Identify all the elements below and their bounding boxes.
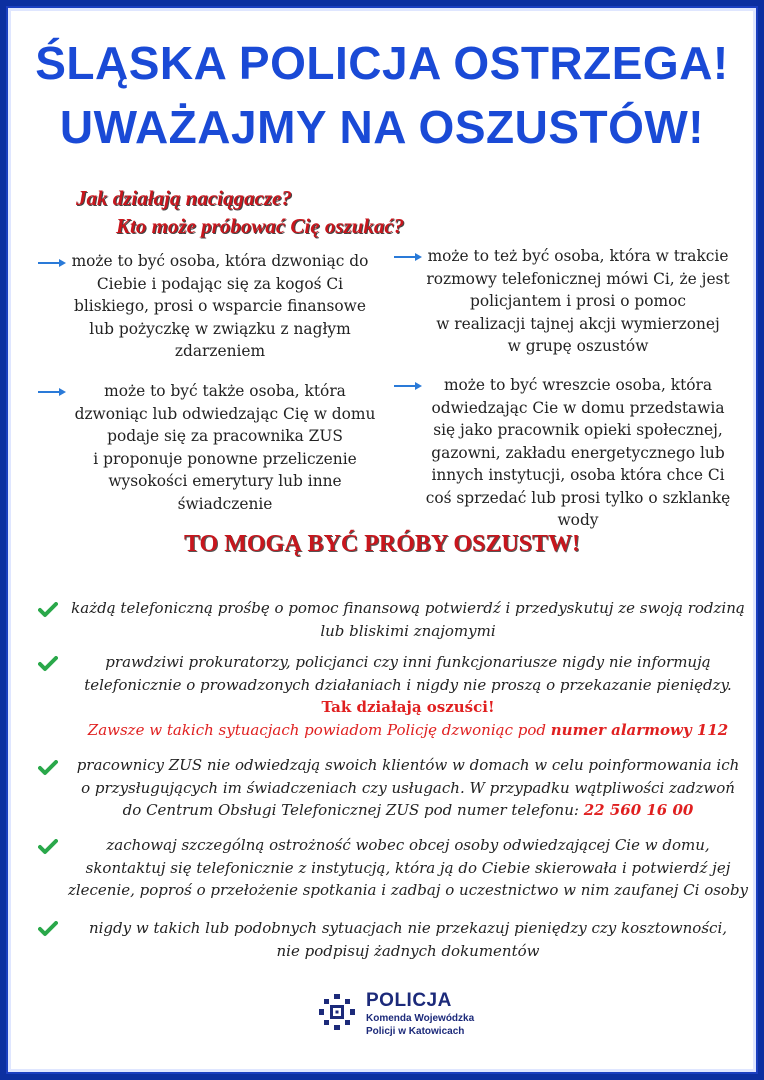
scenario-line: gazowni, zakładu energetycznego lub [431,443,725,462]
scenario-line: bliskiego, prosi o wsparcie finansowe [74,297,366,315]
question-who: Kto może próbować Cię oszukać? [116,214,405,238]
headline-line-2: UWAŻAJMY NA OSZUSTÓW! [59,101,705,153]
scenario-fake-worker [408,374,748,532]
tip-line: nie podpisuj żadnych dokumentów [276,941,540,960]
check-icon [38,602,58,618]
scenario-line: wody [557,511,599,529]
question-how: Jak działają naciągacze? [76,186,292,210]
check-icon [38,839,58,855]
arrow-right-icon [38,258,66,268]
tip-alarm-text: Zawsze w takich sytuacjach powiadom Policję dzwoniąc pod [87,720,546,739]
headline-line-1: ŚLĄSKA POLICJA OSTRZEGA! [35,37,729,89]
poster-frame [6,6,758,1074]
scenario-fake-police [418,245,738,358]
scenario-line: innych instytucji, osoba która chce Ci [431,466,725,484]
tip-line: zachowaj szczególną ostrożność wobec obcej osoby odwiedzającej Cie w domu, [106,836,710,854]
tip-line: nigdy w takich lub podobnych sytuacjach nie przekazuj pieniędzy czy kosztowności, [88,919,728,937]
scenario-line: dzwoniąc lub odwiedzając Cię w domu [74,404,376,423]
scenario-line: może to być także osoba, która [104,382,346,400]
scenario-line: rozmowy telefonicznej mówi Ci, że jest [426,269,730,288]
check-icon [38,760,58,776]
tip-line: prawdziwi prokuratorzy, policjanci czy inni funkcjonariusze nigdy nie informują [105,653,711,671]
police-logo [318,990,474,1038]
tip-stranger [63,834,753,902]
tip-line: telefonicznie o prowadzonych działaniach i nigdy nie proszą o przekazanie pieniędzy. [84,675,732,694]
tip-verify-call [63,597,753,642]
scenario-line: może to też być osoba, która w trakcie [427,247,729,265]
scenario-line: może to być wreszcie osoba, która [443,376,713,394]
zus-phone: 22 560 16 00 [583,801,694,819]
scenario-family-call [70,250,370,363]
tip-line: pracownicy ZUS nie odwiedzają swoich klientów w domach w celu poinformowania ich [76,756,740,774]
scenario-line: w realizacji tajnej akcji wymierzonej [436,314,720,333]
tip-officials [63,651,753,741]
scenario-line: odwiedzając Cie w domu przedstawia [431,398,725,417]
logo-name: POLICJA [366,990,452,1011]
scenario-line: Ciebie i podając się za kogoś Ci [96,274,344,293]
tip-emphasis: Tak działają oszuści! [321,698,495,716]
logo-subtitle-2: Policji w Katowicach [366,1026,465,1037]
tip-never-money [63,917,753,962]
scenario-line: wysokości emerytury lub inne [108,472,342,490]
arrow-right-icon [38,387,66,397]
scenario-fake-zus [70,380,380,515]
scenario-line: i proponuje ponowne przeliczenie [93,449,357,468]
tip-line: lub bliskimi znajomymi [320,621,496,640]
tip-line: do Centrum Obsługi Telefonicznej ZUS pod numer telefonu: [122,801,579,819]
alarm-number: numer alarmowy 112 [550,720,729,739]
scenario-line: może to być osoba, która dzwoniąc do [71,252,369,270]
scenario-line: coś sprzedać lub prosi tylko o szklankę [425,488,731,507]
tip-line: skontaktuj się telefonicznie z instytucją, która ją do Ciebie skierowała i potwierdź jej [85,858,731,877]
tip-line: o przysługujących im świadczeniach czy usługach. W przypadku wątpliwości zadzwoń [81,778,735,797]
scenario-line: podaje się za pracownika ZUS [107,427,343,445]
scenario-line: w grupę oszustów [507,337,649,355]
tip-line: zlecenie, poproś o przełożenie spotkania i zadbaj o uczestnictwo w nim zaufanej Ci osoby [67,881,749,899]
scenario-line: policjantem i prosi o pomoc [470,292,686,310]
police-star-icon [318,993,356,1035]
scenario-line: lub pożyczkę w związku z nagłym [89,319,351,338]
tip-line: każdą telefoniczną prośbę o pomoc finansową potwierdź i przedyskutuj ze swoją rodziną [71,599,745,617]
logo-subtitle-1: Komenda Wojewódzka [366,1013,475,1024]
scenario-line: świadczenie [177,494,273,513]
scenario-line: zdarzeniem [174,342,266,360]
fraud-warning: TO MOGĄ BYĆ PRÓBY OSZUSTW! [183,531,581,557]
check-icon [38,921,58,937]
tip-zus [63,754,753,822]
scenario-line: się jako pracownik opieki społecznej, [433,421,723,439]
check-icon [38,656,58,672]
